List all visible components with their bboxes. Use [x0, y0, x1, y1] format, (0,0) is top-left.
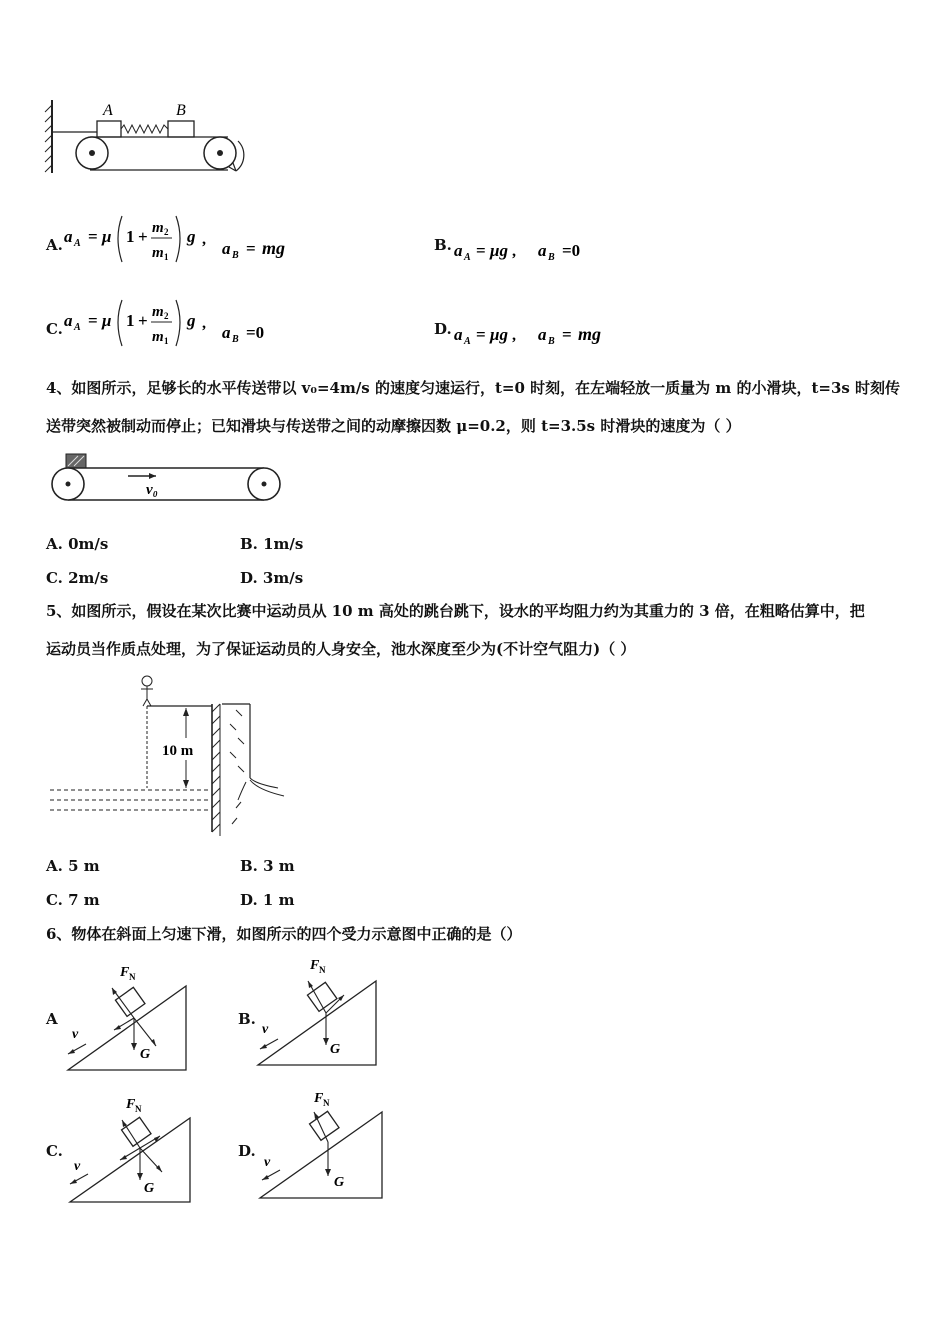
g-label: G — [330, 1042, 341, 1057]
svg-text:B: B — [548, 252, 555, 263]
svg-text:A: A — [464, 252, 471, 263]
svg-text:μg: μg — [490, 241, 508, 260]
q4-text-line1: 4、如图所示，足够长的水平传送带以 v₀=4m/s 的速度匀速运行，t=0 时刻，在左端轻放一质量为 m 的小滑块，t=3s 时刻传 — [46, 379, 901, 397]
g-label: G — [140, 1047, 151, 1062]
fn-label: F — [120, 965, 130, 980]
q6-option-b[interactable] — [238, 955, 388, 1071]
svg-text:B: B — [548, 336, 555, 347]
fn-label: F — [310, 958, 320, 973]
q4-text-line2: 送带突然被制动而停止；已知滑块与传送带之间的动摩擦因数 μ=0.2，则 t=3.5s 时滑块的速度为（ ） — [46, 417, 741, 435]
svg-text:μg: μg — [490, 325, 508, 344]
q5-text-line2: 运动员当作质点处理，为了保证运动员的人身安全，池水深度至少为(不计空气阻力)（ ） — [46, 640, 636, 658]
option-letter: B. — [434, 236, 452, 254]
svg-text:+: + — [138, 311, 148, 330]
svg-text:m: m — [152, 329, 164, 345]
q3-option-c-ab — [220, 308, 310, 348]
q6-diagram-c — [46, 1090, 196, 1206]
g-label: G — [334, 1175, 345, 1190]
svg-text:mg: mg — [578, 324, 602, 344]
q3-option-c-formula — [64, 294, 224, 354]
v-label: v — [74, 1159, 81, 1174]
svg-text:1: 1 — [164, 336, 169, 346]
q5-diving-figure — [46, 672, 291, 838]
q3-option-d[interactable] — [434, 310, 654, 350]
option-letter: D. — [434, 320, 452, 338]
svg-text:g: g — [187, 311, 196, 330]
fn-sub: N — [129, 972, 136, 982]
q6-diagram-a — [46, 958, 196, 1074]
svg-text:=: = — [476, 325, 486, 344]
svg-text:,: , — [202, 231, 206, 248]
svg-text:A: A — [464, 336, 471, 347]
q4-conveyor-figure — [48, 450, 284, 506]
v0-label: v₀ — [146, 482, 158, 498]
q6-option-c[interactable] — [46, 1090, 196, 1206]
option-letter: D. — [238, 1142, 256, 1160]
v-label: v — [262, 1022, 269, 1037]
q3-option-a[interactable] — [46, 210, 406, 270]
svg-text:A: A — [74, 238, 81, 249]
svg-text:=: = — [562, 325, 572, 344]
svg-text:2: 2 — [164, 311, 169, 321]
svg-text:B: B — [232, 334, 239, 345]
svg-text:2: 2 — [164, 227, 169, 237]
q6-diagram-d — [238, 1088, 388, 1204]
height-label: 10 m — [162, 743, 194, 759]
option-letter: C. — [46, 1142, 63, 1160]
q6-text: 6、物体在斜面上匀速下滑，如图所示的四个受力示意图中正确的是（） — [46, 925, 522, 943]
svg-text:m: m — [152, 220, 164, 236]
svg-text:a: a — [454, 325, 463, 344]
v-label: v — [264, 1155, 271, 1170]
q6-option-a[interactable] — [46, 958, 196, 1074]
svg-text:,: , — [512, 243, 516, 260]
svg-text:m: m — [152, 245, 164, 261]
q4-option-a[interactable]: A. 0m/s — [46, 535, 109, 553]
svg-text:=: = — [88, 311, 98, 330]
svg-text:a: a — [64, 227, 73, 246]
svg-text:a: a — [538, 325, 547, 344]
svg-text:=: = — [476, 241, 486, 260]
fn-label: F — [314, 1091, 324, 1106]
svg-text:a: a — [64, 311, 73, 330]
q5-text-line1: 5、如图所示，假设在某次比赛中运动员从 10 m 高处的跳台跳下，设水的平均阻力约为其重力的 3 倍，在粗略估算中，把 — [46, 602, 865, 620]
q4-option-d[interactable]: D. 3m/s — [240, 569, 304, 587]
svg-text:=: = — [246, 239, 256, 258]
svg-text:A: A — [74, 322, 81, 333]
svg-text:mg: mg — [262, 238, 286, 258]
q3-option-a-formula — [64, 210, 224, 270]
svg-text:=0: =0 — [246, 323, 265, 342]
svg-text:μ: μ — [102, 227, 112, 246]
q3-option-d-formula — [452, 310, 652, 350]
fn-sub: N — [323, 1098, 330, 1108]
svg-text:+: + — [138, 227, 148, 246]
q3-conveyor-figure — [40, 95, 270, 185]
svg-text:B: B — [232, 250, 239, 261]
option-letter: C. — [46, 320, 63, 338]
g-label: G — [144, 1181, 155, 1196]
svg-text:a: a — [222, 239, 231, 258]
q5-option-b[interactable]: B. 3 m — [240, 857, 295, 875]
option-letter: A. — [46, 236, 63, 254]
fn-sub: N — [135, 1104, 142, 1114]
q4-option-b[interactable]: B. 1m/s — [240, 535, 304, 553]
q3-option-a-ab — [220, 224, 310, 264]
svg-text:,: , — [202, 315, 206, 332]
q5-option-a[interactable]: A. 5 m — [46, 857, 100, 875]
q6-option-d[interactable] — [238, 1088, 388, 1204]
svg-text:=: = — [88, 227, 98, 246]
q3-option-b-formula — [452, 226, 652, 266]
svg-text:=0: =0 — [562, 241, 581, 260]
svg-text:1: 1 — [126, 311, 135, 330]
fn-sub: N — [319, 965, 326, 975]
svg-text:g: g — [187, 227, 196, 246]
v-label: v — [72, 1027, 79, 1042]
svg-text:a: a — [454, 241, 463, 260]
q5-option-c[interactable]: C. 7 m — [46, 891, 100, 909]
svg-text:m: m — [152, 304, 164, 320]
svg-text:a: a — [222, 323, 231, 342]
option-letter: B. — [238, 1010, 256, 1028]
svg-text:1: 1 — [126, 227, 135, 246]
block-a-label: A — [103, 102, 113, 119]
q4-option-c[interactable]: C. 2m/s — [46, 569, 109, 587]
svg-text:a: a — [538, 241, 547, 260]
fn-label: F — [126, 1097, 136, 1112]
q3-option-b[interactable] — [434, 226, 654, 266]
svg-text:,: , — [512, 327, 516, 344]
svg-text:1: 1 — [164, 252, 169, 262]
q3-option-c[interactable] — [46, 294, 406, 354]
svg-text:μ: μ — [102, 311, 112, 330]
q6-diagram-b — [238, 955, 388, 1071]
block-b-label: B — [176, 102, 186, 119]
option-letter: A — [46, 1010, 58, 1028]
q5-option-d[interactable]: D. 1 m — [240, 891, 295, 909]
